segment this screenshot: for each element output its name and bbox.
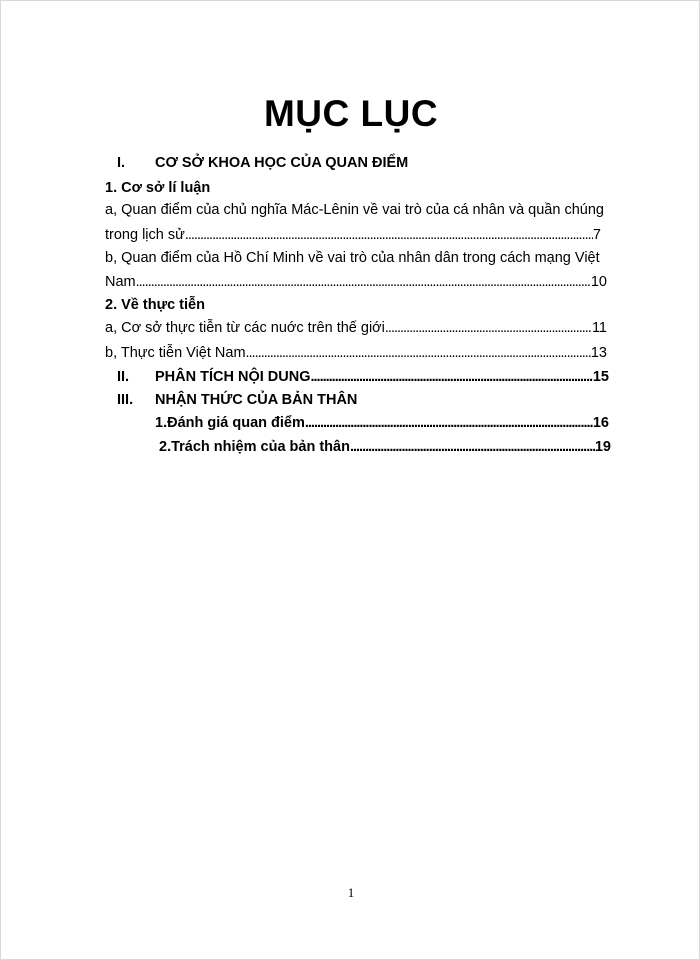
toc-page-number: 11 [591, 320, 607, 336]
page-number-footer: 1 [347, 885, 355, 900]
toc-entry-3-1[interactable] [155, 413, 609, 433]
toc-page-number: 19 [594, 439, 611, 455]
toc-page-number: 15 [592, 369, 609, 385]
toc-entry-1-1-b[interactable] [105, 272, 607, 292]
section-heading: PHÂN TÍCH NỘI DUNG [155, 369, 311, 385]
toc-entry-text: 1.Đánh giá quan điểm [155, 415, 305, 431]
toc-entry-1-2-a[interactable] [105, 318, 607, 338]
section-numeral: II. [117, 369, 130, 385]
toc-leader-dots [310, 367, 592, 387]
section-heading: CƠ SỞ KHOA HỌC CỦA QUAN ĐIỂM [155, 155, 409, 171]
toc-entry-3-2[interactable] [159, 437, 611, 457]
toc-leader-dots [350, 437, 595, 457]
toc-entry-text: trong lịch sử [105, 227, 185, 243]
toc-leader-dots [305, 413, 593, 433]
toc-leader-dots [185, 225, 593, 245]
toc-page-number: 10 [590, 274, 607, 290]
toc-page-number: 7 [592, 227, 601, 243]
toc-entry-1-1-a-line1: a, Quan điểm của chủ nghĩa Mác-Lênin về vai trò của cá nhân và quần chúng [105, 202, 604, 218]
toc-section-3 [117, 390, 357, 410]
toc-leader-dots [136, 272, 591, 292]
toc-leader-dots [246, 343, 591, 363]
page-title: MỤC LỤC [263, 93, 439, 134]
toc-entry-1-1-b-line1: b, Quan điểm của Hồ Chí Minh về vai trò của nhân dân trong cách mạng Việt [105, 250, 600, 266]
toc-entry-text: a, Cơ sở thực tiễn từ các nuớc trên thế giới [105, 320, 385, 336]
toc-entry-text: 2.Trách nhiệm của bản thân [159, 439, 350, 455]
toc-page-number: 13 [590, 345, 607, 361]
toc-page-number: 16 [592, 415, 609, 431]
section-numeral: I. [117, 155, 126, 171]
toc-subsection-1-2: 2. Về thực tiễn [105, 297, 205, 313]
toc-section-2[interactable] [117, 367, 609, 387]
toc-entry-text: Nam [105, 274, 136, 290]
toc-leader-dots [385, 318, 592, 338]
section-heading: NHẬN THỨC CỦA BẢN THÂN [155, 392, 358, 408]
toc-subsection-1-1: 1. Cơ sở lí luận [105, 180, 211, 196]
toc-section-1 [117, 153, 408, 173]
toc-entry-1-2-b[interactable] [105, 343, 607, 363]
section-numeral: III. [117, 392, 134, 408]
toc-entry-text: b, Thực tiễn Việt Nam [105, 345, 246, 361]
toc-entry-1-1-a[interactable] [105, 225, 601, 245]
